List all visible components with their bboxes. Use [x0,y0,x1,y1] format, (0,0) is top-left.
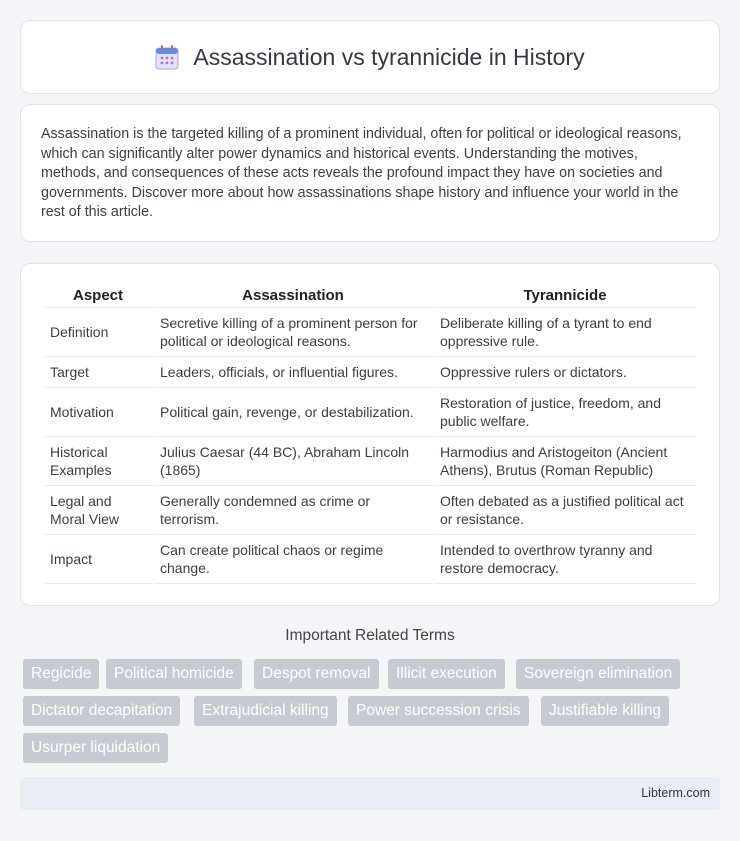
intro-text: Assassination is the targeted killing of a prominent individual, often for political or ideological reasons, which can significantly alter power dynamics and historical events. Understanding the motives, methods, and consequences of these acts reveals the profound impact they have on societies and governments. Discover more about how assassinations shape history and influence your world in the rest of this article. [41,126,682,220]
row-tyrannicide: Often debated as a justified political act or resistance. [434,486,696,535]
calendar-icon [155,44,179,70]
comparison-table-card [20,263,720,606]
row-assassination: Generally condemned as crime or terrorism. [154,486,432,535]
term-tag[interactable]: Usurper liquidation [23,733,168,763]
table-row [44,437,696,486]
row-tyrannicide: Deliberate killing of a tyrant to end oppressive rule. [434,308,696,357]
row-assassination: Secretive killing of a prominent person for political or ideological reasons. [154,308,432,357]
header-card [20,20,720,94]
footer-link[interactable]: Libterm.com [641,786,710,800]
table-header-row [44,284,696,308]
row-assassination: Political gain, revenge, or destabilization. [154,388,432,437]
comparison-table [42,284,698,584]
row-tyrannicide: Oppressive rulers or dictators. [434,357,696,388]
term-tag[interactable]: Regicide [23,659,99,689]
table-row [44,308,696,357]
header-tyrannicide: Tyrannicide [434,284,696,308]
term-tag[interactable]: Justifiable killing [541,696,669,726]
term-tag[interactable]: Dictator decapitation [23,696,180,726]
term-tag[interactable]: Illicit execution [388,659,505,689]
page-title: Assassination vs tyrannicide in History [193,43,585,70]
table-row [44,388,696,437]
table-row [44,486,696,535]
row-assassination: Julius Caesar (44 BC), Abraham Lincoln (1865) [154,437,432,486]
term-tag[interactable]: Extrajudicial killing [194,696,337,726]
table-row [44,357,696,388]
row-aspect: Impact [44,535,152,584]
row-assassination: Can create political chaos or regime change. [154,535,432,584]
term-tag[interactable]: Political homicide [106,659,242,689]
row-assassination: Leaders, officials, or influential figures. [154,357,432,388]
intro-card [20,104,720,242]
related-terms-title: Important Related Terms [285,627,455,644]
row-aspect: Historical Examples [44,437,152,486]
row-tyrannicide: Harmodius and Aristogeiton (Ancient Athens), Brutus (Roman Republic) [434,437,696,486]
term-tag[interactable]: Despot removal [254,659,379,689]
header-assassination: Assassination [154,284,432,308]
row-aspect: Legal and Moral View [44,486,152,535]
row-aspect: Motivation [44,388,152,437]
row-tyrannicide: Intended to overthrow tyranny and restore democracy. [434,535,696,584]
row-aspect: Definition [44,308,152,357]
header-aspect: Aspect [44,284,152,308]
term-tag[interactable]: Sovereign elimination [516,659,680,689]
table-row [44,535,696,584]
row-aspect: Target [44,357,152,388]
row-tyrannicide: Restoration of justice, freedom, and public welfare. [434,388,696,437]
term-tag[interactable]: Power succession crisis [348,696,529,726]
footer [20,777,720,810]
